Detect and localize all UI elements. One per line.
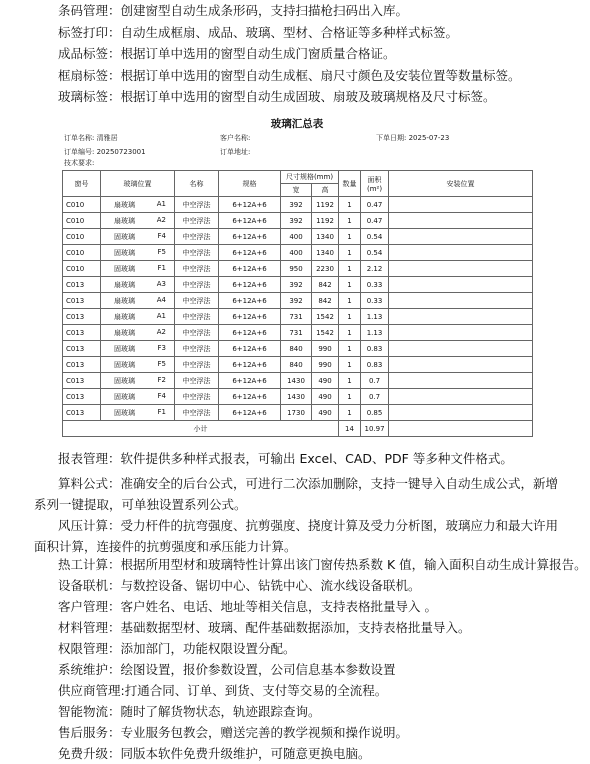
feature-logistics xyxy=(58,704,321,720)
cell-glass-type: 固玻璃 xyxy=(114,264,135,273)
feature-system-maintenance xyxy=(58,662,396,678)
cell-width: 731 xyxy=(281,325,312,341)
feature-permission-mgmt-label: 权限管理： xyxy=(58,641,121,656)
cell-width: 1730 xyxy=(281,405,312,421)
cell-position-code: A1 xyxy=(156,311,166,320)
cell-height: 990 xyxy=(312,357,339,373)
cell-area: 0.7 xyxy=(361,389,389,405)
cell-window-no: C010 xyxy=(63,213,101,229)
table-row xyxy=(63,309,533,325)
cell-quantity: 1 xyxy=(339,389,361,405)
feature-thermal-label: 热工计算： xyxy=(58,557,121,572)
cell-install-position xyxy=(389,293,533,309)
cell-spec: 6+12A+6 xyxy=(219,389,281,405)
cell-name: 中空浮法 xyxy=(175,341,219,357)
intro-product-label-label: 成品标签： xyxy=(58,46,121,61)
cell-area: 1.13 xyxy=(361,309,389,325)
cell-glass-position xyxy=(101,325,175,341)
header-size: 尺寸规格(mm) xyxy=(281,171,339,184)
cell-area: 0.7 xyxy=(361,373,389,389)
cell-spec: 6+12A+6 xyxy=(219,357,281,373)
feature-after-sales xyxy=(58,725,408,741)
cell-position-code: F4 xyxy=(157,391,166,400)
cell-name: 中空浮法 xyxy=(175,309,219,325)
cell-glass-type: 扇玻璃 xyxy=(114,200,135,209)
cell-window-no: C013 xyxy=(63,389,101,405)
feature-free-upgrade xyxy=(58,746,371,762)
cell-position-code: A2 xyxy=(156,215,166,224)
feature-material-mgmt-text: 基础数据型材、玻璃、配件基础数据添加，支持表格批量导入。 xyxy=(120,620,471,635)
feature-permission-mgmt-text: 添加部门，功能权限设置分配。 xyxy=(120,641,296,656)
cell-install-position xyxy=(389,357,533,373)
cell-height: 490 xyxy=(312,373,339,389)
cell-spec: 6+12A+6 xyxy=(219,373,281,389)
cell-position-code: A4 xyxy=(156,295,166,304)
cell-glass-type: 扇玻璃 xyxy=(114,312,135,321)
cell-quantity: 1 xyxy=(339,293,361,309)
cell-window-no: C013 xyxy=(63,325,101,341)
cell-name: 中空浮法 xyxy=(175,293,219,309)
intro-glass-label xyxy=(58,89,496,105)
intro-label-print-label: 标签打印： xyxy=(58,25,121,40)
address-field xyxy=(220,147,250,157)
cell-position-code: F5 xyxy=(157,359,166,368)
feature-supplier-mgmt-text: 打通合同、订单、到货、支付等交易的全流程。 xyxy=(124,683,388,698)
feature-material-mgmt xyxy=(58,620,471,636)
cell-glass-type: 固玻璃 xyxy=(114,392,135,401)
cell-name: 中空浮法 xyxy=(175,325,219,341)
cell-width: 1430 xyxy=(281,373,312,389)
subtotal-area: 10.97 xyxy=(361,421,389,437)
cell-width: 950 xyxy=(281,261,312,277)
cell-name: 中空浮法 xyxy=(175,405,219,421)
cell-height: 842 xyxy=(312,293,339,309)
intro-barcode xyxy=(58,3,408,19)
cell-quantity: 1 xyxy=(339,245,361,261)
cell-window-no: C010 xyxy=(63,229,101,245)
cell-width: 731 xyxy=(281,309,312,325)
intro-glass-label-text: 根据订单中选用的窗型自动生成固玻、扇玻及玻璃规格及尺寸标签。 xyxy=(120,89,496,104)
cell-install-position xyxy=(389,229,533,245)
cell-position-code: A2 xyxy=(156,327,166,336)
cell-position-code: F2 xyxy=(157,375,166,384)
cell-window-no: C013 xyxy=(63,309,101,325)
cell-glass-position xyxy=(101,341,175,357)
order-name-value: 清雅居 xyxy=(96,134,118,142)
intro-barcode-label: 条码管理： xyxy=(58,3,121,18)
cell-width: 1430 xyxy=(281,389,312,405)
cell-width: 392 xyxy=(281,293,312,309)
cell-install-position xyxy=(389,325,533,341)
cell-glass-type: 固玻璃 xyxy=(114,232,135,241)
feature-report-mgmt-label: 报表管理： xyxy=(58,451,121,466)
header-window-no: 窗号 xyxy=(63,171,101,197)
cell-spec: 6+12A+6 xyxy=(219,245,281,261)
cell-spec: 6+12A+6 xyxy=(219,309,281,325)
header-quantity: 数量 xyxy=(339,171,361,197)
feature-report-mgmt xyxy=(58,451,513,467)
cell-glass-position xyxy=(101,229,175,245)
feature-system-maintenance-text: 绘图设置，报价参数设置，公司信息基本参数设置 xyxy=(120,662,396,677)
feature-system-maintenance-label: 系统维护： xyxy=(58,662,121,677)
header-area xyxy=(361,171,389,197)
cell-name: 中空浮法 xyxy=(175,277,219,293)
cell-install-position xyxy=(389,405,533,421)
intro-frame-label-text: 根据订单中选用的窗型自动生成框、扇尺寸颜色及安装位置等数量标签。 xyxy=(120,68,521,83)
cell-quantity: 1 xyxy=(339,373,361,389)
subtotal-install xyxy=(389,421,533,437)
order-no-value: 20250723001 xyxy=(96,148,146,156)
cell-area: 0.54 xyxy=(361,245,389,261)
feature-after-sales-label: 售后服务： xyxy=(58,725,121,740)
cell-height: 1542 xyxy=(312,325,339,341)
order-date-label: 下单日期: xyxy=(376,134,407,142)
cell-install-position xyxy=(389,197,533,213)
order-name-label: 订单名称: xyxy=(64,134,95,142)
cell-spec: 6+12A+6 xyxy=(219,197,281,213)
cell-width: 840 xyxy=(281,357,312,373)
intro-barcode-text: 创建窗型自动生成条形码，支持扫描枪扫码出入库。 xyxy=(120,3,409,18)
cell-install-position xyxy=(389,277,533,293)
cell-area: 1.13 xyxy=(361,325,389,341)
feature-wind-pressure xyxy=(34,515,564,557)
cell-quantity: 1 xyxy=(339,405,361,421)
cell-position-code: F5 xyxy=(157,247,166,256)
cell-window-no: C010 xyxy=(63,197,101,213)
cell-spec: 6+12A+6 xyxy=(219,213,281,229)
cell-spec: 6+12A+6 xyxy=(219,325,281,341)
header-area-label: 面积 xyxy=(367,175,382,184)
cell-width: 840 xyxy=(281,341,312,357)
order-date-field xyxy=(376,133,449,143)
feature-wind-pressure-label: 风压计算： xyxy=(58,518,121,533)
table-row xyxy=(63,229,533,245)
cell-spec: 6+12A+6 xyxy=(219,277,281,293)
feature-customer-mgmt xyxy=(58,599,437,615)
cell-area: 2.12 xyxy=(361,261,389,277)
feature-report-mgmt-text: 软件提供多种样式报表，可输出 Excel、CAD、PDF 等多种文件格式。 xyxy=(120,451,513,466)
cell-height: 1192 xyxy=(312,213,339,229)
cell-width: 392 xyxy=(281,277,312,293)
cell-name: 中空浮法 xyxy=(175,373,219,389)
intro-frame-label xyxy=(58,68,521,84)
intro-label-print-text: 自动生成框扇、成品、玻璃、型材、合格证等多种样式标签。 xyxy=(120,25,459,40)
feature-thermal-text: 根据所用型材和玻璃特性计算出该门窗传热系数 K 值，输入面积自动生成计算报告。 xyxy=(120,557,587,572)
feature-device-link xyxy=(58,578,421,594)
cell-install-position xyxy=(389,245,533,261)
glass-summary-report xyxy=(60,112,534,438)
cell-install-position xyxy=(389,373,533,389)
cell-area: 0.83 xyxy=(361,341,389,357)
cell-glass-type: 固玻璃 xyxy=(114,360,135,369)
table-row xyxy=(63,405,533,421)
feature-wind-pressure-text: 受力杆件的抗弯强度、抗剪强度、挠度计算及受力分析图，玻璃应力和最大许用面积计算，连接件的抗剪强度和承压能力计算。 xyxy=(34,518,559,554)
cell-name: 中空浮法 xyxy=(175,357,219,373)
cell-spec: 6+12A+6 xyxy=(219,341,281,357)
cell-position-code: A1 xyxy=(156,199,166,208)
table-row xyxy=(63,213,533,229)
feature-supplier-mgmt xyxy=(58,683,387,699)
table-row xyxy=(63,325,533,341)
header-spec: 规格 xyxy=(219,171,281,197)
cell-position-code: A3 xyxy=(156,279,166,288)
feature-permission-mgmt xyxy=(58,641,296,657)
cell-area: 0.33 xyxy=(361,293,389,309)
order-no-field xyxy=(64,147,146,157)
cell-window-no: C010 xyxy=(63,261,101,277)
intro-product-label xyxy=(58,46,396,62)
header-height: 高 xyxy=(312,184,339,197)
cell-spec: 6+12A+6 xyxy=(219,293,281,309)
subtotal-row xyxy=(63,421,533,437)
cell-glass-position xyxy=(101,405,175,421)
table-row xyxy=(63,293,533,309)
order-name-field xyxy=(64,133,118,143)
cell-area: 0.83 xyxy=(361,357,389,373)
cell-window-no: C013 xyxy=(63,373,101,389)
cell-height: 1192 xyxy=(312,197,339,213)
cell-area: 0.33 xyxy=(361,277,389,293)
cell-glass-position xyxy=(101,245,175,261)
cell-height: 490 xyxy=(312,405,339,421)
table-body xyxy=(63,197,533,421)
cell-quantity: 1 xyxy=(339,309,361,325)
cell-glass-type: 扇玻璃 xyxy=(114,328,135,337)
cell-glass-position xyxy=(101,293,175,309)
table-header xyxy=(63,171,533,197)
intro-glass-label-label: 玻璃标签： xyxy=(58,89,121,104)
cell-name: 中空浮法 xyxy=(175,197,219,213)
feature-customer-mgmt-label: 客户管理： xyxy=(58,599,121,614)
intro-frame-label-label: 框扇标签： xyxy=(58,68,121,83)
feature-logistics-label: 智能物流： xyxy=(58,704,121,719)
feature-formula-label: 算料公式： xyxy=(58,476,121,491)
cell-glass-type: 固玻璃 xyxy=(114,408,135,417)
cell-install-position xyxy=(389,309,533,325)
feature-thermal xyxy=(58,557,587,573)
table-row xyxy=(63,389,533,405)
cell-glass-type: 固玻璃 xyxy=(114,248,135,257)
cell-quantity: 1 xyxy=(339,277,361,293)
feature-free-upgrade-label: 免费升级： xyxy=(58,746,121,761)
intro-label-print xyxy=(58,25,458,41)
cell-quantity: 1 xyxy=(339,229,361,245)
cell-width: 400 xyxy=(281,245,312,261)
cell-glass-position xyxy=(101,277,175,293)
table-row xyxy=(63,373,533,389)
table-row xyxy=(63,245,533,261)
cell-width: 392 xyxy=(281,213,312,229)
address-label: 订单地址: xyxy=(220,148,251,156)
cell-name: 中空浮法 xyxy=(175,261,219,277)
cell-position-code: F4 xyxy=(157,231,166,240)
feature-formula-text: 准确安全的后台公式，可进行二次添加删除，支持一键导入自动生成公式，新增系列一键提取，可单独设置系列公式。 xyxy=(34,476,559,512)
cell-spec: 6+12A+6 xyxy=(219,405,281,421)
cell-quantity: 1 xyxy=(339,197,361,213)
cell-quantity: 1 xyxy=(339,325,361,341)
intro-product-label-text: 根据订单中选用的窗型自动生成门窗质量合格证。 xyxy=(120,46,396,61)
feature-after-sales-text: 专业服务包教会，赠送完善的教学视频和操作说明。 xyxy=(120,725,409,740)
table-row xyxy=(63,197,533,213)
cell-install-position xyxy=(389,213,533,229)
cell-area: 0.54 xyxy=(361,229,389,245)
customer-field xyxy=(220,133,250,143)
cell-glass-position xyxy=(101,373,175,389)
header-area-unit: (m²) xyxy=(366,184,383,193)
cell-name: 中空浮法 xyxy=(175,245,219,261)
feature-formula xyxy=(34,473,564,515)
cell-spec: 6+12A+6 xyxy=(219,261,281,277)
cell-height: 990 xyxy=(312,341,339,357)
cell-name: 中空浮法 xyxy=(175,229,219,245)
cell-install-position xyxy=(389,341,533,357)
cell-height: 1340 xyxy=(312,245,339,261)
cell-window-no: C013 xyxy=(63,277,101,293)
cell-glass-position xyxy=(101,357,175,373)
feature-material-mgmt-label: 材料管理： xyxy=(58,620,121,635)
feature-logistics-text: 随时了解货物状态，轨迹跟踪查询。 xyxy=(120,704,321,719)
table-row xyxy=(63,357,533,373)
cell-height: 490 xyxy=(312,389,339,405)
header-glass-position: 玻璃位置 xyxy=(101,171,175,197)
feature-device-link-text: 与数控设备、锯切中心、钻铣中心、流水线设备联机。 xyxy=(120,578,421,593)
cell-window-no: C013 xyxy=(63,405,101,421)
cell-quantity: 1 xyxy=(339,261,361,277)
order-date-value: 2025-07-23 xyxy=(408,134,450,142)
cell-glass-type: 固玻璃 xyxy=(114,376,135,385)
cell-area: 0.85 xyxy=(361,405,389,421)
cell-width: 392 xyxy=(281,197,312,213)
cell-area: 0.47 xyxy=(361,213,389,229)
cell-height: 1542 xyxy=(312,309,339,325)
feature-device-link-label: 设备联机： xyxy=(58,578,121,593)
cell-quantity: 1 xyxy=(339,357,361,373)
table-row xyxy=(63,277,533,293)
cell-glass-position xyxy=(101,261,175,277)
feature-free-upgrade-text: 同版本软件免费升级维护，可随意更换电脑。 xyxy=(120,746,371,761)
cell-window-no: C013 xyxy=(63,293,101,309)
table-row xyxy=(63,261,533,277)
cell-window-no: C010 xyxy=(63,245,101,261)
cell-position-code: F1 xyxy=(157,407,166,416)
feature-supplier-mgmt-label: 供应商管理: xyxy=(58,683,125,698)
cell-height: 2230 xyxy=(312,261,339,277)
cell-glass-position xyxy=(101,197,175,213)
cell-glass-type: 扇玻璃 xyxy=(114,216,135,225)
cell-area: 0.47 xyxy=(361,197,389,213)
cell-name: 中空浮法 xyxy=(175,389,219,405)
cell-height: 1340 xyxy=(312,229,339,245)
cell-glass-type: 扇玻璃 xyxy=(114,296,135,305)
cell-install-position xyxy=(389,389,533,405)
header-width: 宽 xyxy=(281,184,312,197)
subtotal-label: 小计 xyxy=(63,421,339,437)
glass-table xyxy=(62,170,533,437)
cell-position-code: F1 xyxy=(157,263,166,272)
cell-glass-type: 固玻璃 xyxy=(114,344,135,353)
order-no-label: 订单编号: xyxy=(64,148,95,156)
header-name: 名称 xyxy=(175,171,219,197)
cell-quantity: 1 xyxy=(339,341,361,357)
feature-customer-mgmt-text: 客户姓名、电话、地址等相关信息，支持表格批量导入 。 xyxy=(120,599,437,614)
cell-height: 842 xyxy=(312,277,339,293)
cell-quantity: 1 xyxy=(339,213,361,229)
cell-window-no: C013 xyxy=(63,357,101,373)
report-title: 玻璃汇总表 xyxy=(270,118,324,130)
header-install-position: 安装位置 xyxy=(389,171,533,197)
table-row xyxy=(63,341,533,357)
cell-glass-position xyxy=(101,389,175,405)
cell-glass-type: 扇玻璃 xyxy=(114,280,135,289)
cell-glass-position xyxy=(101,309,175,325)
tech-requirement-label: 技术要求: xyxy=(64,159,95,167)
cell-spec: 6+12A+6 xyxy=(219,229,281,245)
cell-name: 中空浮法 xyxy=(175,213,219,229)
cell-position-code: F3 xyxy=(157,343,166,352)
cell-glass-position xyxy=(101,213,175,229)
cell-install-position xyxy=(389,261,533,277)
customer-label: 客户名称: xyxy=(220,134,251,142)
subtotal-quantity: 14 xyxy=(339,421,361,437)
cell-window-no: C013 xyxy=(63,341,101,357)
cell-width: 400 xyxy=(281,229,312,245)
